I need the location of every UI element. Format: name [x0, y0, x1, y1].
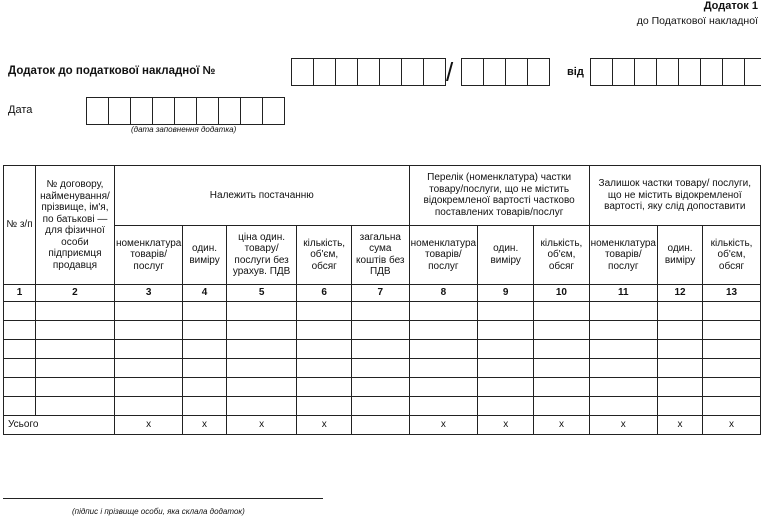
signature-hint: (підпис і прізвище особи, яка склала додаток): [72, 507, 245, 516]
table-row[interactable]: [4, 302, 761, 321]
total-mark: х: [589, 416, 657, 435]
date-label: Дата: [8, 104, 33, 116]
column-number: 5: [226, 285, 297, 302]
column-number: 1: [4, 285, 36, 302]
column-number: 12: [658, 285, 703, 302]
invoice-date-field[interactable]: [590, 58, 761, 86]
column-number: 9: [478, 285, 534, 302]
header-qty: кількість, об'єм, обсяг: [297, 225, 351, 285]
total-mark: х: [226, 416, 297, 435]
total-mark: х: [534, 416, 589, 435]
column-number: 8: [409, 285, 477, 302]
total-label: Усього: [4, 416, 115, 435]
column-number: 10: [534, 285, 589, 302]
header-group-rest: Залишок частки товару/ послуги, що не містить відокремленої вартості, яку слід допоставити: [589, 166, 760, 226]
header-unit: один. виміру: [183, 225, 226, 285]
total-mark: х: [183, 416, 226, 435]
document-title: Додаток до податкової накладної №: [8, 65, 216, 77]
header-nomenclature: номенклатура товарів/ послуг: [589, 225, 657, 285]
table-row[interactable]: [4, 378, 761, 397]
addendum-title: Додаток 1: [703, 0, 758, 12]
fill-date-field[interactable]: [86, 97, 285, 125]
header-contract: № договору, найменування/ прізвище, ім'я, по батькові — для фізичної особи підприємця продавця: [35, 166, 114, 285]
signature-line[interactable]: [3, 498, 323, 499]
invoice-number-field[interactable]: [291, 58, 446, 86]
total-mark: х: [478, 416, 534, 435]
header-price: ціна один. товару/ послуги без урахув. ПДВ: [226, 225, 297, 285]
total-row: [4, 416, 761, 435]
header-unit: один. виміру: [478, 225, 534, 285]
total-mark: х: [297, 416, 351, 435]
header-group-due: Належить постачанню: [114, 166, 409, 226]
header-nomenclature: номенклатура товарів/ послуг: [409, 225, 477, 285]
table-row[interactable]: [4, 397, 761, 416]
header-total-sum: загальна сума коштів без ПДВ: [351, 225, 409, 285]
total-mark: х: [114, 416, 182, 435]
goods-table: [3, 165, 761, 435]
date-hint: (дата заповнення додатка): [131, 125, 237, 134]
invoice-suffix-field[interactable]: [461, 58, 550, 86]
column-number: 6: [297, 285, 351, 302]
header-qty: кількість, об'єм, обсяг: [534, 225, 589, 285]
column-number: 13: [703, 285, 761, 302]
total-mark: х: [409, 416, 477, 435]
number-separator: /: [446, 57, 454, 87]
column-number: 4: [183, 285, 226, 302]
column-number: 7: [351, 285, 409, 302]
table-row[interactable]: [4, 321, 761, 340]
total-sum-cell[interactable]: [351, 416, 409, 435]
addendum-subtitle: до Податкової накладної: [636, 15, 758, 27]
header-unit: один. виміру: [658, 225, 703, 285]
column-number: 3: [114, 285, 182, 302]
header-row-number: № з/п: [4, 166, 36, 285]
from-label: від: [567, 66, 584, 78]
header-nomenclature: номенклатура товарів/ послуг: [114, 225, 182, 285]
total-mark: х: [658, 416, 703, 435]
column-number: 2: [35, 285, 114, 302]
header-qty: кількість, об'єм, обсяг: [703, 225, 761, 285]
table-row[interactable]: [4, 359, 761, 378]
header-group-list: Перелік (номенклатура) частки товару/послуги, що не містить відокремленої вартості частково поставлених товарів/послуг: [409, 166, 589, 226]
total-mark: х: [703, 416, 761, 435]
column-number: 11: [589, 285, 657, 302]
table-row[interactable]: [4, 340, 761, 359]
